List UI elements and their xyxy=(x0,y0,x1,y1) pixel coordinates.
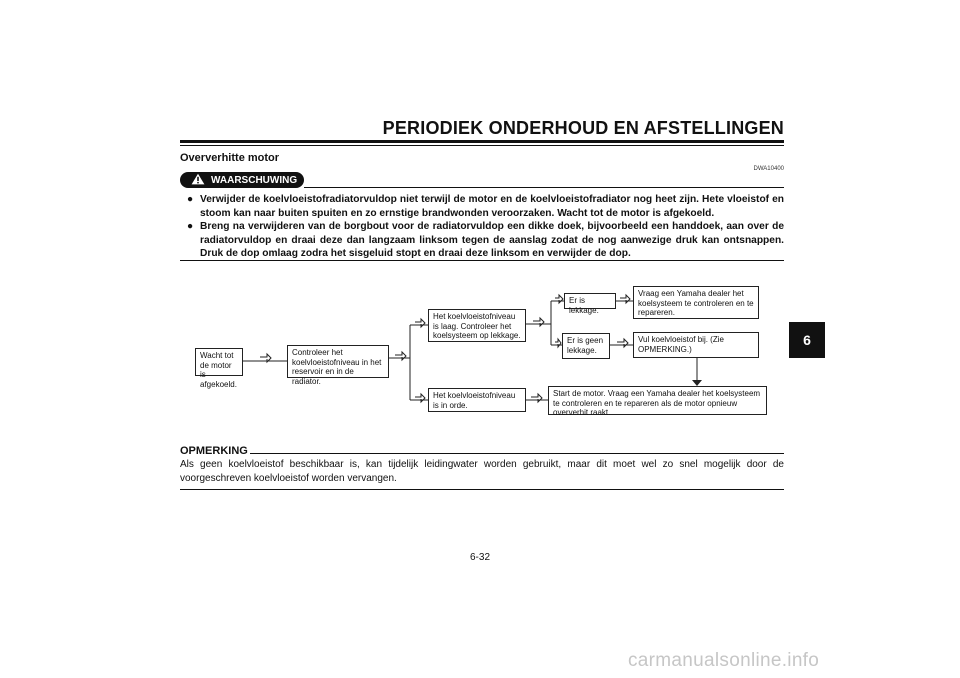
page-number: 6-32 xyxy=(469,552,490,563)
note-rule xyxy=(250,453,784,454)
chapter-tab: 6 xyxy=(789,322,825,358)
flow-step-level-low: Het koelvloeistofniveau is laag. Controleer het koelsysteem op lekkage. xyxy=(428,309,526,342)
note-text: Als geen koelvloeistof beschikbaar is, kan tijdelijk leidingwater worden gebruikt, maar dit moet wel zo snel mogelijk door de voorgeschreven koelvloeistof worden vervangen. xyxy=(180,459,784,484)
note-end-rule xyxy=(180,489,784,490)
bullet-dot-icon: ● xyxy=(187,194,194,205)
document-code: DWA10400 xyxy=(753,166,784,172)
flow-step-fill: Vul koelvloeistof bij. (Zie OPMERKING.) xyxy=(633,332,759,358)
flow-step-start-engine: Start de motor. Vraag een Yamaha dealer het koelsysteem te controleren en te repareren als de motor opnieuw oververhit raakt. xyxy=(548,386,767,415)
flow-step-dealer: Vraag een Yamaha dealer het koelsysteem te controleren en te repareren. xyxy=(633,286,759,319)
flow-step-leak: Er is lekkage. xyxy=(564,293,616,309)
section-heading: Oververhitte motor xyxy=(180,152,280,164)
flow-step-check: Controleer het koelvloeistofniveau in het reservoir en in de radiator. xyxy=(287,345,389,378)
warning-label: WAARSCHUWING xyxy=(211,174,298,186)
warning-text: Breng na verwijderen van de borgbout voor de radiatorvuldop een dikke doek, bijvoorbeeld een handdoek, aan over de radiatorvuldop en draai deze dan langzaam linksom tegen de aanslag zodat de nog aanwezige druk kan ontsnappen. Druk de dop omlaag zodra het sisgeluid stopt en draai deze linksom en verwijder de dop. xyxy=(200,221,784,260)
flow-step-no-leak: Er is geen lekkage. xyxy=(562,333,610,359)
note-heading: OPMERKING xyxy=(180,445,248,457)
warning-text: Verwijder de koelvloeistofradiatorvuldop niet terwijl de motor en de koelvloeistofradiator nog heet zijn. Hete vloeistof en stoom kan naar buiten spuiten en zo ernstige brandwonden veroorzaken. Wacht tot de motor is afgekoeld. xyxy=(200,194,784,219)
bullet-dot-icon: ● xyxy=(187,221,194,233)
flow-step-wait: Wacht tot de motor is afgekoeld. xyxy=(195,348,243,376)
flow-step-level-ok: Het koelvloeistofniveau is in orde. xyxy=(428,388,526,412)
watermark: carmanualsonline.info xyxy=(628,650,820,671)
page-title: PERIODIEK ONDERHOUD EN AFSTELLINGEN xyxy=(382,118,784,138)
